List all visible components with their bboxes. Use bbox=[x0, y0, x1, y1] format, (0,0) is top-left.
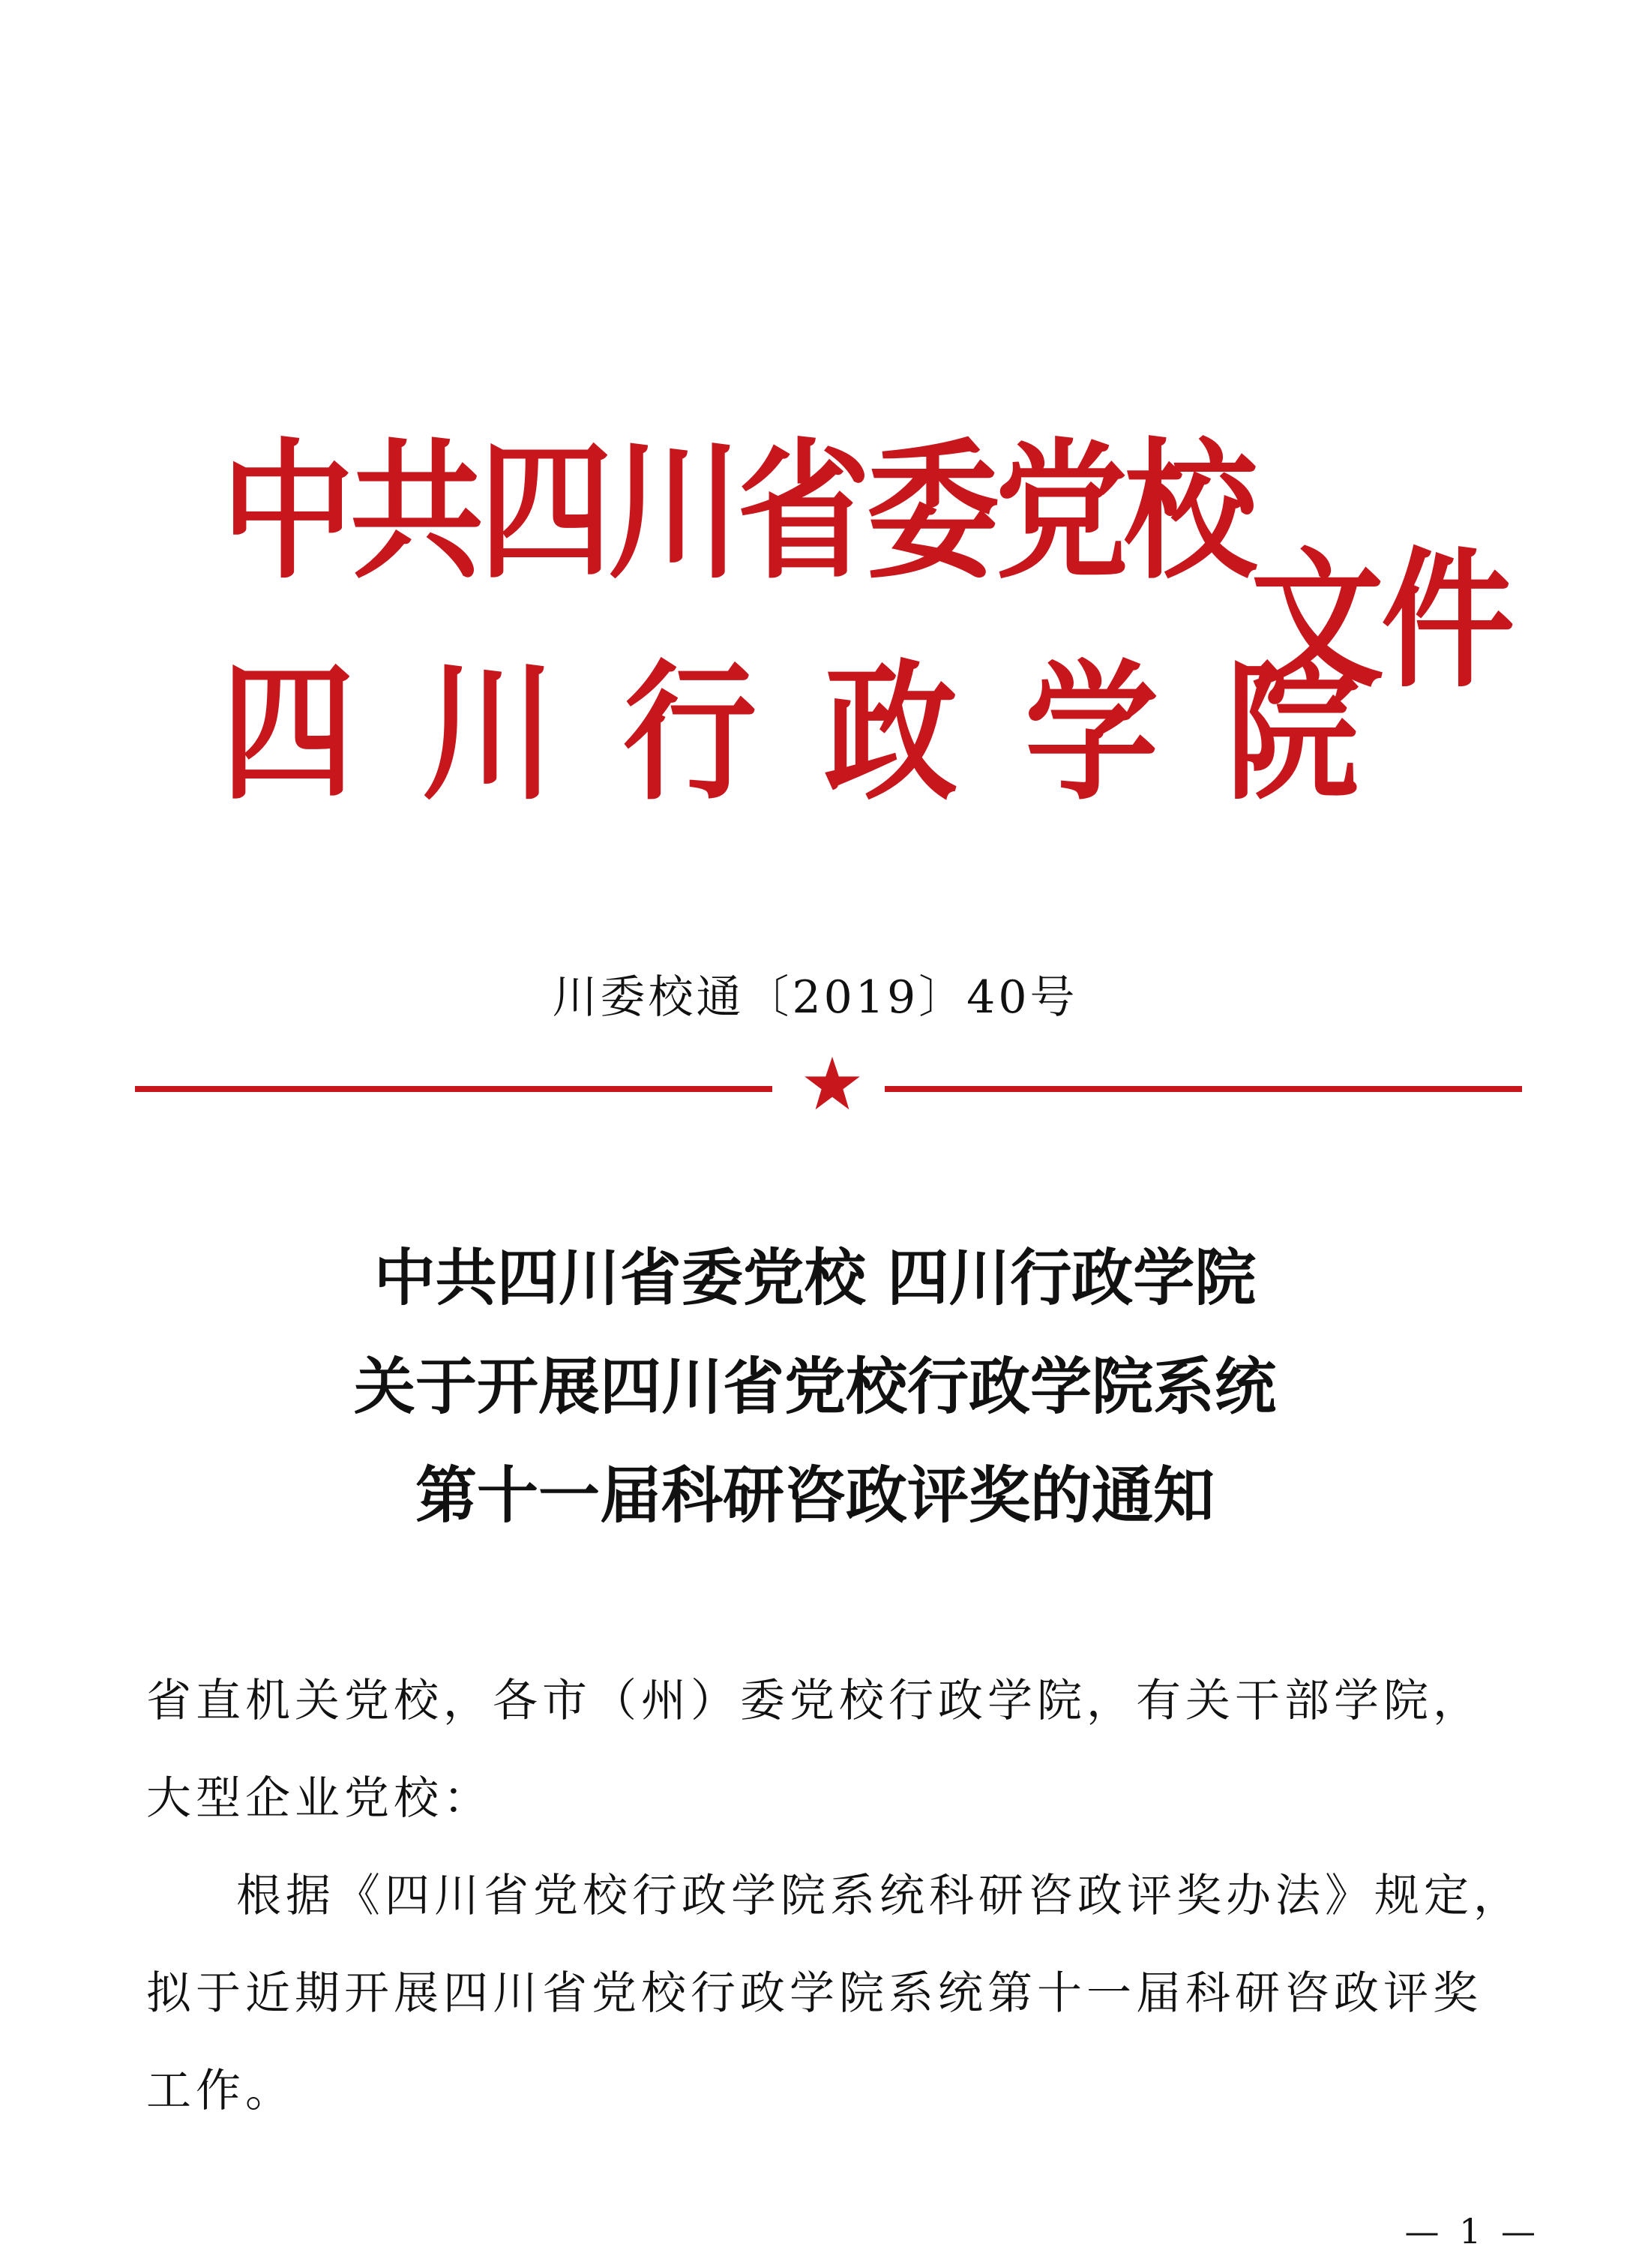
page-number: — 1 — bbox=[1404, 2211, 1540, 2252]
salutation-line-1: 省直机关党校，各市（州）委党校行政学院，有关干部学院， bbox=[146, 1675, 1482, 1727]
document-number: 川委校通〔2019〕40号 bbox=[552, 971, 1078, 1024]
paragraph-line-1: 根据《四川省党校行政学院系统科研咨政评奖办法》规定， bbox=[236, 1870, 1523, 1922]
star-icon bbox=[802, 1054, 862, 1114]
paragraph-line-3: 工作。 bbox=[146, 2065, 295, 2117]
title-line-2: 关于开展四川省党校行政学院系统 bbox=[353, 1352, 1276, 1423]
masthead-suffix: 文件 bbox=[1251, 533, 1512, 708]
title-line-3: 第十一届科研咨政评奖的通知 bbox=[415, 1460, 1215, 1532]
salutation-line-2: 大型企业党校： bbox=[146, 1772, 493, 1825]
masthead-line-2: 四川行政学院 bbox=[221, 646, 1427, 820]
title-line-1: 中共四川省委党校 四川行政学院 bbox=[373, 1243, 1257, 1314]
red-divider-left bbox=[135, 1086, 772, 1092]
red-divider-right bbox=[885, 1086, 1522, 1092]
masthead-line-1: 中共四川省委党校 bbox=[221, 424, 1253, 599]
paragraph-line-2: 拟于近期开展四川省党校行政学院系统第十一届科研咨政评奖 bbox=[146, 1967, 1482, 2020]
